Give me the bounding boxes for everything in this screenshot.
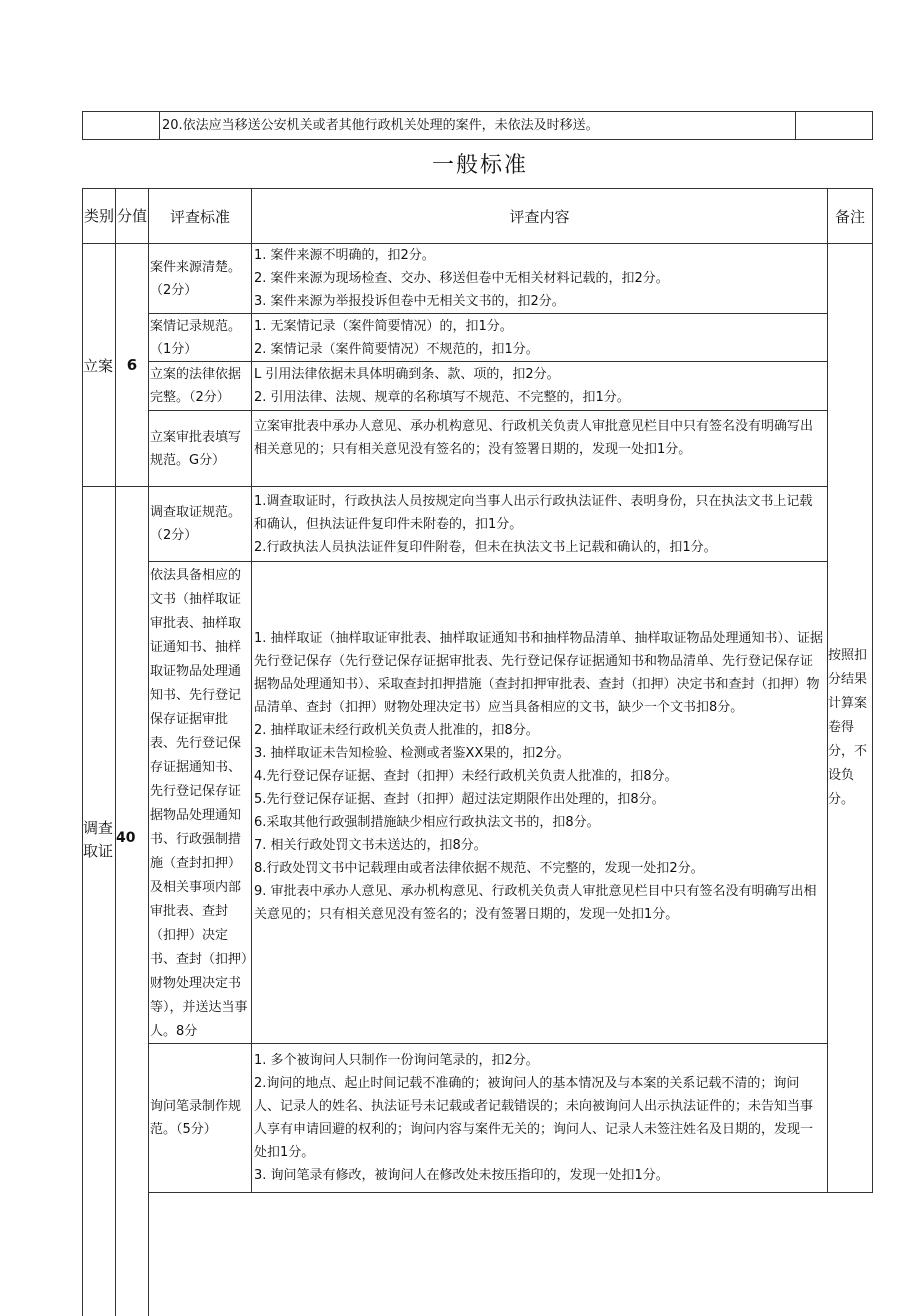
content-cell [251,486,828,562]
content-item: 2. 引用法律、法规、规章的名称填写不规范、不完整的，扣1分。 [254,390,630,405]
content-item: 立案审批表中承办人意见、承办机构意见、行政机关负责人审批意见栏目中只有签名没有明确写出相关意见的；只有相关意见没有签名的；没有签署日期的，发现一处扣1分。 [254,419,814,457]
header-score-label: 分值 [117,206,148,225]
criteria-cell [148,361,252,411]
section-title: 一般标准 [431,153,528,178]
top-row-text: 20.依法应当移送公安机关或者其他行政机关处理的案件，未依法及时移送。 [162,118,599,133]
content-item: 1. 抽样取证（抽样取证审批表、抽样取证通知书和抽样物品清单、抽样取证物品处理通知书）、证据先行登记保存（先行登记保存证据审批表、先行登记保存证据通知书和物品清单、先行登记保存证据物品处理通知书）、采取查封扣押措施（查封扣押审批表、查封（扣押）决定书和查封（扣押）物品清单、查封（扣押）财物处理决定书）应当具备相应的文书，缺少一个文书扣8分。 [254,631,824,715]
score-cell-filing [115,243,149,487]
content-cell [251,243,828,314]
content-item: 4.先行登记保存证据、查封（扣押）未经行政机关负责人批准的，扣8分。 [254,769,678,784]
content-item: 1. 案件来源不明确的，扣2分。 [254,248,435,263]
score-label: 40 [116,830,136,846]
criteria-cell [148,243,252,314]
header-category-label: 类别 [84,206,115,225]
content-item: 2. 抽样取证未经行政机关负责人批准的，扣8分。 [254,723,539,738]
criteria-cell [148,1043,252,1193]
content-item: 2. 案件来源为现场检查、交办、移送但卷中无相关材料记载的，扣2分。 [254,271,669,286]
content-item: 2. 案情记录（案件简要情况）不规范的，扣1分。 [254,341,539,357]
criteria-text: 立案的法律依据完整。（2分） [150,367,242,405]
content-item: 9. 审批表中承办人意见、承办机构意见、行政机关负责人审批意见栏目中只有签名没有明确写出相关意见的；只有相关意见没有签名的；没有签署日期的，发现一处扣1分。 [254,884,817,922]
criteria-text: 调查取证规范。（2分） [150,505,242,543]
header-remarks [827,188,873,244]
top-row-remarks-cell [795,111,873,140]
criteria-text: 案情记录规范。（1分） [150,318,242,357]
header-remarks-label: 备注 [834,207,865,226]
content-item: 3. 询问笔录有修改，被询问人在修改处未按压指印的，发现一处扣1分。 [254,1168,669,1183]
content-item: 3. 案件来源为举报投诉但卷中无相关文书的，扣2分。 [254,294,565,309]
criteria-cell [148,486,252,562]
criteria-cell [148,313,252,362]
content-item: 1. 多个被询问人只制作一份询问笔录的，扣2分。 [254,1053,539,1068]
header-content [251,188,828,244]
content-item: 2.行政执法人员执法证件复印件附卷，但未在执法文书上记载和确认的，扣1分。 [254,539,717,555]
content-item: 5.先行登记保存证据、查封（扣押）超过法定期限作出处理的，扣8分。 [254,792,665,807]
header-content-label: 评查内容 [509,207,570,226]
content-item: 1. 无案情记录（案件简要情况）的，扣1分。 [254,318,513,334]
content-item: 8.行政处罚文书中记载理由或者法律依据不规范、不完整的，发现一处扣2分。 [254,861,704,876]
criteria-text: 询问笔录制作规范。（5分） [150,1099,242,1137]
category-label: 立案 [83,356,114,375]
criteria-text: 立案审批表填写规范。G分） [150,429,242,468]
header-criteria-label: 评查标准 [169,207,230,226]
category-label: 调查取证 [83,819,114,860]
content-cell [251,361,828,411]
criteria-cell [148,561,252,1044]
content-item: 3. 抽样取证未告知检验、检测或者鉴XX果的，扣2分。 [254,746,570,761]
remarks-cell [827,243,873,1193]
content-item: L 引用法律依据未具体明确到条、款、项的，扣2分。 [254,367,560,382]
remarks-text: 按照扣分结果计算案卷得分，不设负分。 [828,648,868,807]
score-cell-investigation [115,486,149,1316]
header-criteria [148,188,252,244]
header-score [115,188,149,244]
top-row-content-cell [159,111,796,140]
score-label: 6 [126,356,138,374]
content-item: 7. 相关行政处罚文书未送达的，扣8分。 [254,838,487,853]
content-cell [251,561,828,1044]
content-item: 6.采取其他行政强制措施缺少相应行政执法文书的，扣8分。 [254,815,600,830]
content-cell [251,410,828,487]
content-item: 2.询问的地点、起止时间记载不准确的；被询问人的基本情况及与本案的关系记载不清的；询问人、记录人的姓名、执法证号未记载或者记载错误的；未向被询问人出示执法证件的；未告知当事人享有申请回避的权利的；询问内容与案件无关的；询问人、记录人未签注姓名及日期的，发现一处扣1分。 [254,1076,814,1160]
top-row-empty-cell [82,111,160,140]
criteria-cell [148,410,252,487]
content-cell [251,1043,828,1193]
category-cell-investigation [82,486,116,1316]
criteria-text: 案件来源清楚。（2分） [150,259,242,298]
content-cell [251,313,828,362]
content-item: 1.调查取证时，行政执法人员按规定向当事人出示行政执法证件、表明身份，只在执法文书上记载和确认，但执法证件复印件未附卷的，扣1分。 [254,493,813,532]
category-cell-filing [82,243,116,487]
criteria-text: 依法具备相应的文书（抽样取证审批表、抽样取证通知书、抽样取证物品处理通知书、先行登记保存证据审批表、先行登记保存证据通知书、先行登记保存证据物品处理通知书、行政强制措施（查封扣押）及相关事项内部审批表、查封（扣押）决定书、查封（扣押）财物处理决定书等），并送达当事人。8分 [150,568,248,1039]
header-category [82,188,116,244]
